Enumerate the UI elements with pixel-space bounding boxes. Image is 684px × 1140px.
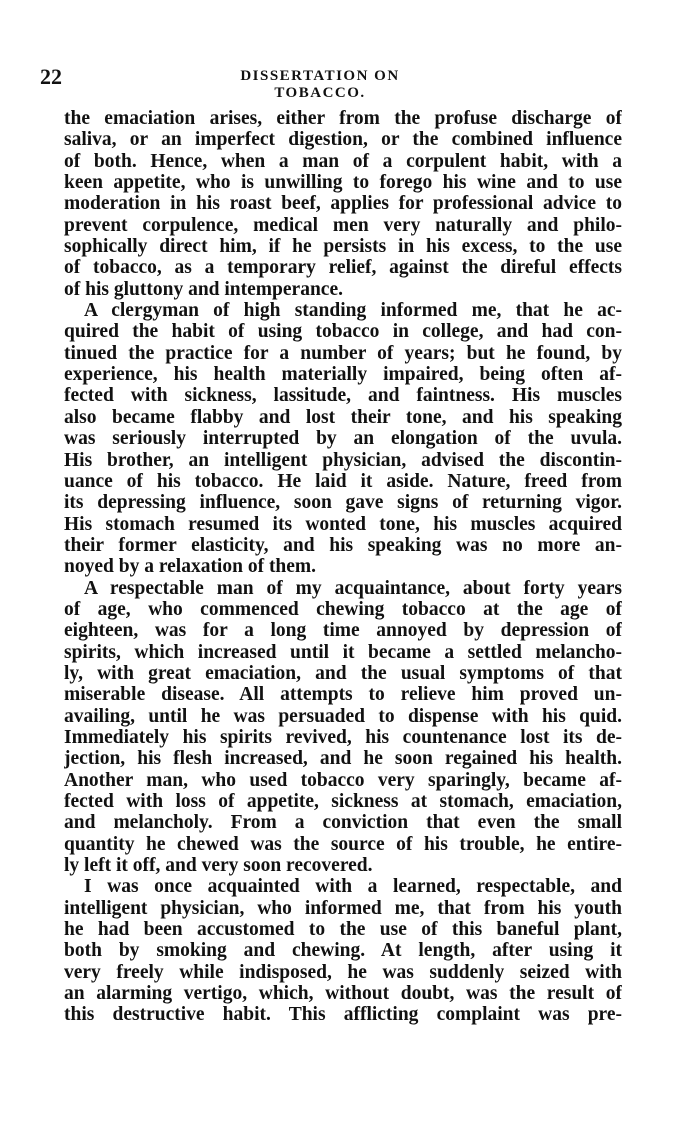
text-line: their former elasticity, and his speaking was no more an- (64, 534, 622, 556)
text-line: of tobacco, as a temporary relief, against the direful effects (64, 257, 622, 279)
text-line: A clergyman of high standing informed me, that he ac- (84, 300, 622, 322)
text-line: moderation in his roast beef, applies for professional advice to (64, 193, 622, 215)
text-line: spirits, which increased until it became a settled melancho- (64, 641, 622, 663)
text-line: quantity he chewed was the source of his trouble, he entire- (64, 833, 622, 855)
text-line: the emaciation arises, either from the profuse discharge of (64, 108, 622, 129)
text-line: its depressing influence, soon gave signs of returning vigor. (64, 492, 622, 514)
text-line: I was once acquainted with a learned, respectable, and (84, 876, 622, 898)
text-line: both by smoking and chewing. At length, after using it (64, 940, 622, 962)
text-line: and melancholy. From a conviction that even the small (64, 812, 622, 834)
text-line: Immediately his spirits revived, his countenance lost its de- (64, 726, 622, 748)
text-line: ly, with great emaciation, and the usual symptoms of that (64, 662, 622, 684)
text-line: fected with loss of appetite, sickness at stomach, emaciation, (64, 791, 622, 812)
text-line: eighteen, was for a long time annoyed by depression of (64, 620, 622, 642)
text-line: miserable disease. All attempts to relieve him proved un- (64, 684, 622, 706)
text-line: experience, his health materially impaired, being often af- (64, 364, 622, 386)
text-line: very freely while indisposed, he was suddenly seized with (64, 961, 622, 983)
body-text (64, 108, 622, 1026)
text-line: he had been accustomed to the use of this baneful plant, (64, 919, 622, 941)
text-line: jection, his flesh increased, and he soon regained his health. (64, 748, 622, 770)
text-line: an alarming vertigo, which, without doubt, was the result of (64, 983, 622, 1005)
page-number: 22 (40, 64, 62, 89)
text-line: uance of his tobacco. He laid it aside. Nature, freed from (64, 470, 622, 492)
text-line: of age, who commenced chewing tobacco at the age of (64, 598, 622, 620)
text-line: availing, until he was persuaded to dispense with his quid. (64, 705, 622, 727)
text-line: of his gluttony and intemperance. (64, 278, 343, 300)
text-line: His stomach resumed its wonted tone, his muscles acquired (64, 513, 622, 535)
text-line: tinued the practice for a number of years; but he found, by (64, 342, 622, 364)
text-line: saliva, or an imperfect digestion, or the combined influence (64, 129, 622, 151)
text-line: quired the habit of using tobacco in college, and had con- (64, 321, 622, 343)
text-line: intelligent physician, who informed me, that from his youth (64, 897, 622, 919)
text-line: Another man, who used tobacco very sparingly, became af- (64, 769, 622, 791)
text-line: A respectable man of my acquaintance, about forty years (84, 577, 622, 599)
text-line: ly left it off, and very soon recovered. (64, 855, 373, 877)
text-line: also became flabby and lost their tone, and his speaking (64, 406, 622, 428)
text-line: keen appetite, who is unwilling to forego his wine and to use (64, 172, 622, 194)
text-line: this destructive habit. This afflicting complaint was pre- (64, 1004, 622, 1026)
running-title: DISSERTATION ON TOBACCO. (240, 68, 400, 101)
text-line: noyed by a relaxation of them. (64, 556, 317, 578)
text-line: His brother, an intelligent physician, advised the discontin- (64, 449, 622, 471)
text-line: was seriously interrupted by an elongation of the uvula. (64, 428, 622, 450)
text-line: of both. Hence, when a man of a corpulent habit, with a (64, 150, 622, 172)
text-line: sophically direct him, if he persists in his excess, to the use (64, 236, 622, 258)
text-line: fected with sickness, lassitude, and faintness. His muscles (64, 385, 622, 407)
text-line: prevent corpulence, medical men very naturally and philo- (64, 214, 622, 236)
